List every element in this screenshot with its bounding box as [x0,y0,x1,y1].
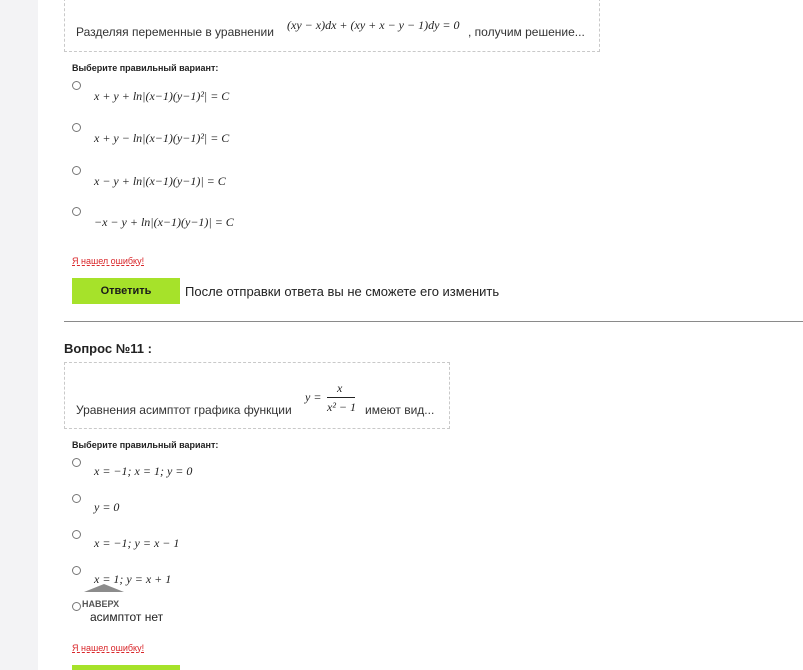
question-10-option-2: x + y − ln|(x−1)(y−1)²| = C [94,131,230,145]
question-11-option-3-radio[interactable] [72,530,81,539]
question-10-option-4-radio[interactable] [72,207,81,216]
quiz-content [38,0,803,670]
scroll-top-button[interactable]: НАВЕРХ [82,599,120,609]
question-11-option-4-radio[interactable] [72,566,81,575]
question-10-answer-note: После отправки ответа вы не сможете его изменить [185,284,500,299]
question-10-option-3: x − y + ln|(x−1)(y−1)| = C [94,174,226,188]
question-11-box [64,362,450,429]
question-10-prompt-after: , получим решение... [468,25,585,39]
question-11-option-2: y = 0 [94,500,120,514]
question-10-option-2-radio[interactable] [72,123,81,132]
question-divider [64,321,803,322]
question-11-prompt-before: Уравнения асимптот графика функции [76,403,292,417]
question-11-function-denominator: x² − 1 [327,400,357,414]
question-11-option-1-radio[interactable] [72,458,81,467]
question-11-function-lhs: y = [305,390,322,404]
question-10-option-1: x + y + ln|(x−1)(y−1)²| = C [94,89,230,103]
question-10-option-1-radio[interactable] [72,81,81,90]
scroll-top-arrow-icon[interactable] [84,584,124,592]
question-11-choose-label: Выберите правильный вариант: [72,440,219,450]
question-11-option-5-radio[interactable] [72,602,81,611]
question-11-option-1: x = −1; x = 1; y = 0 [94,464,193,478]
question-10-prompt-before: Разделяя переменные в уравнении [76,25,274,39]
question-10-option-4: −x − y + ln|(x−1)(y−1)| = C [94,215,234,229]
question-10-box [64,0,600,52]
question-11-fraction-bar [327,397,355,398]
question-10-choose-label: Выберите правильный вариант: [72,63,219,73]
question-11-function-numerator: x [337,381,343,395]
question-10-option-3-radio[interactable] [72,166,81,175]
question-11-prompt-after: имеют вид... [365,403,435,417]
question-10-answer-button[interactable]: Ответить [72,278,180,304]
left-gutter [0,0,38,670]
question-11-answer-button[interactable] [72,665,180,670]
question-10-report-error-link[interactable]: Я нашел ошибку! [72,256,145,266]
question-11-option-3: x = −1; y = x − 1 [94,536,180,550]
question-11-option-4: x = 1; y = x + 1 [94,572,172,586]
question-11-option-2-radio[interactable] [72,494,81,503]
question-11-option-5: асимптот нет [90,610,164,624]
question-11-report-error-link[interactable]: Я нашел ошибку! [72,643,145,653]
question-11-title: Вопрос №11 : [64,341,152,356]
question-10-equation: (xy − x)dx + (xy + x − y − 1)dy = 0 [287,18,460,32]
